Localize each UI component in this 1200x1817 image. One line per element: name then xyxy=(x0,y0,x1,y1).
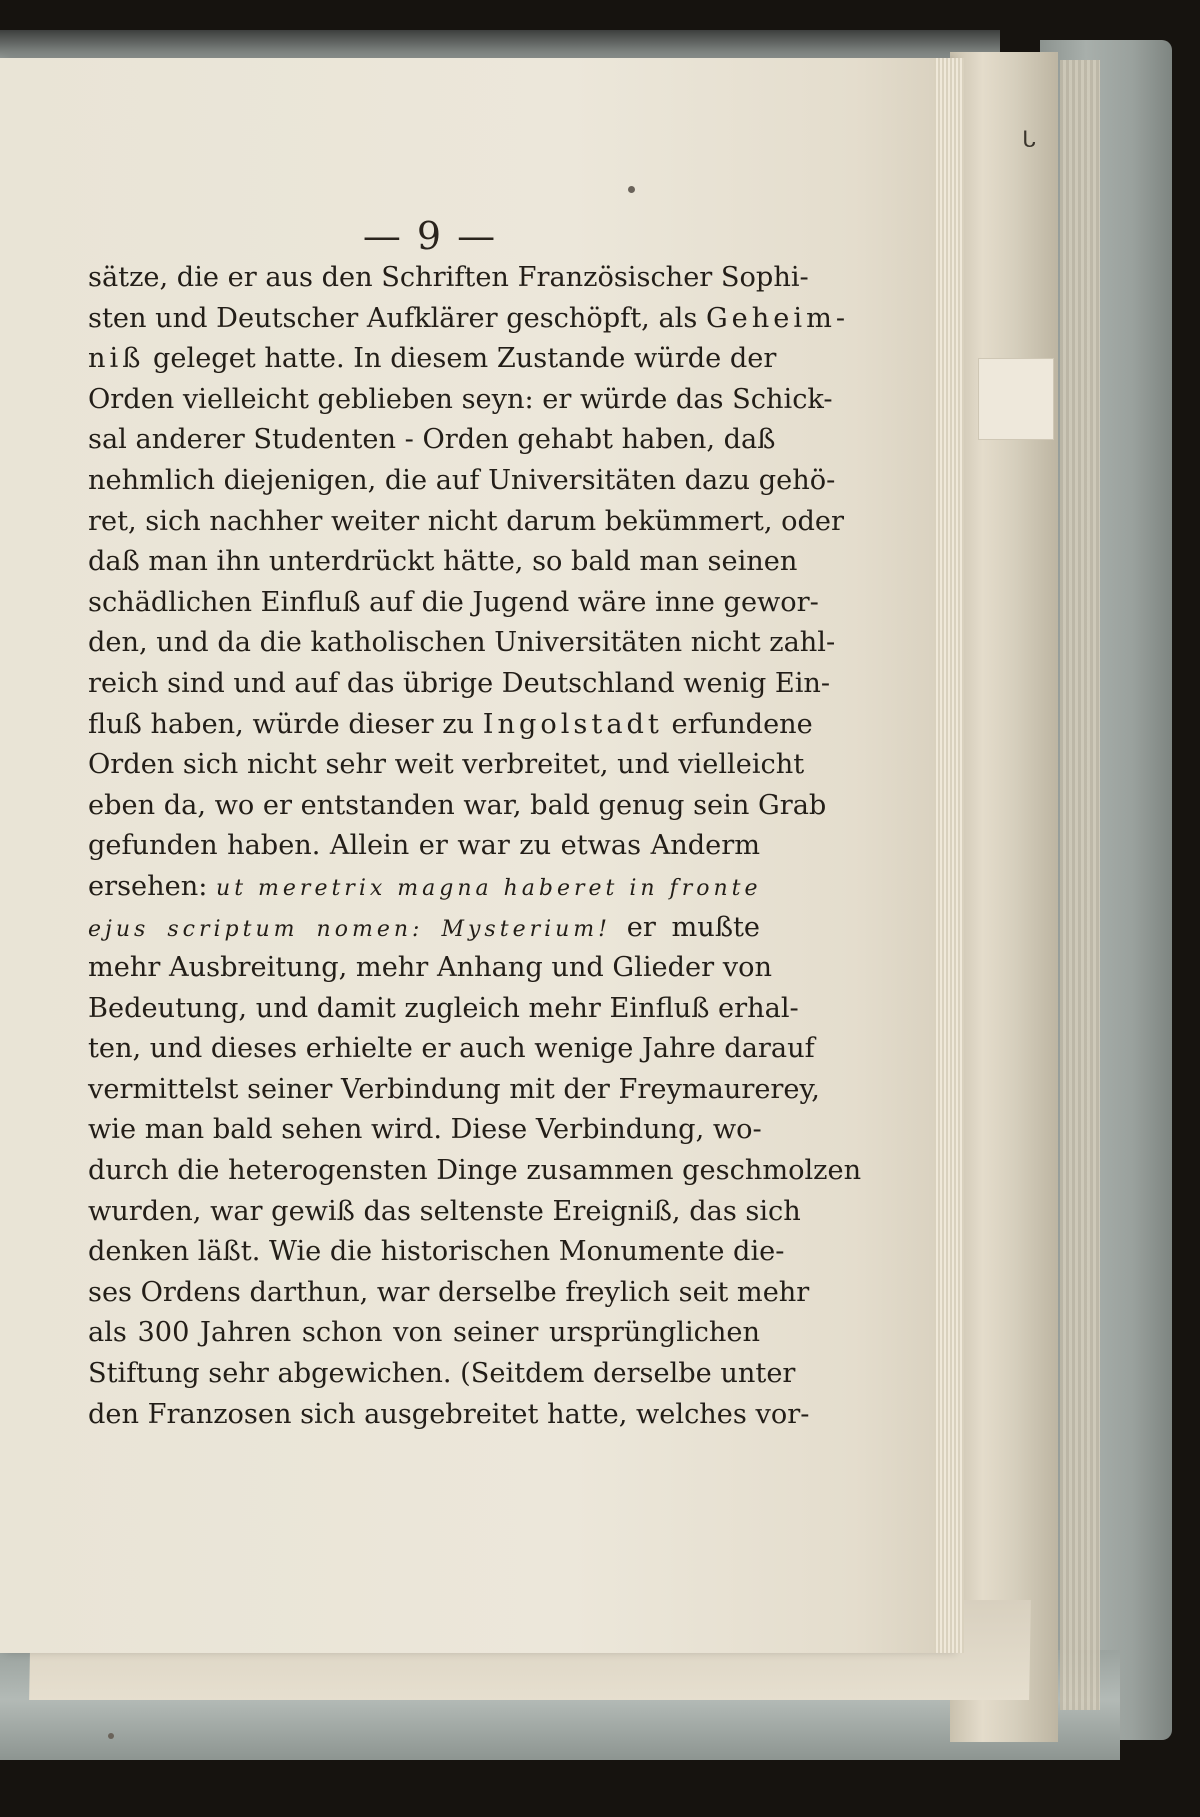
text-segment: ersehen: xyxy=(88,870,217,902)
text-line xyxy=(88,1070,820,1111)
text-line xyxy=(88,380,833,421)
latin-phrase: ut meretrix magna haberet in fronte xyxy=(216,875,762,901)
text-segment: den, und da die katholischen Universitäten nicht zahl- xyxy=(88,627,836,659)
text-segment: wurden, war gewiß das seltenste Ereigniß, das sich xyxy=(88,1195,801,1227)
text-segment: fluß haben, würde dieser zu xyxy=(88,708,483,740)
text-line xyxy=(88,786,827,827)
text-line xyxy=(88,1313,760,1354)
text-segment: Orden sich nicht sehr weit verbreitet, und vielleicht xyxy=(88,749,805,781)
text-line xyxy=(88,1151,862,1192)
text-segment: geleget hatte. In diesem Zustande würde der xyxy=(144,343,777,375)
latin-phrase: ejus scriptum nomen: Mysterium! xyxy=(88,916,612,942)
text-segment: gefunden haben. Allein er war zu etwas Anderm xyxy=(88,830,760,862)
text-line xyxy=(88,542,798,583)
page-edge xyxy=(934,58,964,1653)
text-segment: als 300 Jahren schon von seiner ursprünglichen xyxy=(88,1317,760,1349)
text-line xyxy=(88,1354,796,1395)
text-segment: nehmlich diejenigen, die auf Universitäten dazu gehö- xyxy=(88,464,836,496)
text-line xyxy=(88,461,836,502)
text-line xyxy=(88,1029,815,1070)
text-line xyxy=(88,623,836,664)
text-segment: ret, sich nachher weiter nicht darum bekümmert, oder xyxy=(88,505,844,537)
spaced-emphasis: niß xyxy=(88,343,145,375)
text-segment: vermittelst seiner Verbindung mit der Freymaurerey, xyxy=(88,1073,820,1105)
text-line xyxy=(88,826,760,867)
text-segment: Stiftung sehr abgewichen. (Seitdem derselbe unter xyxy=(88,1358,796,1390)
text-segment: eben da, wo er entstanden war, bald genug sein Grab xyxy=(88,789,827,821)
text-segment: erfundene xyxy=(662,708,813,740)
foxing-spot xyxy=(628,186,635,193)
text-line xyxy=(88,664,831,705)
text-line xyxy=(88,583,819,624)
page-number: — 9 — xyxy=(362,214,498,258)
text-line xyxy=(88,1232,785,1273)
text-segment: sten und Deutscher Aufklärer geschöpft, als xyxy=(88,302,706,334)
text-segment: daß man ihn unterdrückt hätte, so bald man seinen xyxy=(88,546,798,578)
text-line xyxy=(88,745,805,786)
cover-top-edge xyxy=(0,30,1000,58)
text-segment: Orden vielleicht geblieben seyn: er würde das Schick- xyxy=(88,383,833,415)
spaced-emphasis: Geheim- xyxy=(705,302,850,334)
text-line xyxy=(88,258,809,299)
text-line xyxy=(88,908,760,949)
text-segment: den Franzosen sich ausgebreitet hatte, welches vor- xyxy=(88,1398,810,1430)
pencil-mark: ᒐ xyxy=(1022,128,1036,153)
text-segment: reich sind und auf das übrige Deutschland wenig Ein- xyxy=(88,667,831,699)
text-segment: wie man bald sehen wird. Diese Verbindung, wo- xyxy=(88,1114,762,1146)
foxing-spot xyxy=(108,1733,114,1739)
page-block xyxy=(950,52,1058,1742)
text-line xyxy=(88,299,850,340)
text-line xyxy=(88,1192,801,1233)
body-text xyxy=(88,258,862,1435)
text-line xyxy=(88,1273,810,1314)
text-segment: Bedeutung, und damit zugleich mehr Einfluß erhal- xyxy=(88,992,799,1024)
text-segment: durch die heterogensten Dinge zusammen geschmolzen xyxy=(88,1155,862,1187)
text-line xyxy=(88,989,799,1030)
text-segment: er mußte xyxy=(611,911,760,943)
text-segment: mehr Ausbreitung, mehr Anhang und Glieder von xyxy=(88,952,773,984)
text-line xyxy=(88,339,777,380)
text-line xyxy=(88,705,813,746)
text-segment: schädlichen Einfluß auf die Jugend wäre inne gewor- xyxy=(88,586,819,618)
text-line xyxy=(88,502,844,543)
paper-slip xyxy=(978,358,1054,440)
text-segment: sätze, die er aus den Schriften Französischer Sophi- xyxy=(88,262,809,293)
text-line xyxy=(88,1110,760,1151)
text-segment: sal anderer Studenten - Orden gehabt haben, daß xyxy=(88,424,776,456)
text-line xyxy=(88,1395,810,1436)
text-segment: denken läßt. Wie die historischen Monumente die- xyxy=(88,1236,785,1268)
spaced-emphasis: Ingolstadt xyxy=(482,708,663,740)
text-segment: ses Ordens darthun, war derselbe freylich seit mehr xyxy=(88,1276,810,1308)
page-block-edges xyxy=(1060,60,1100,1710)
text-line xyxy=(88,420,776,461)
text-line xyxy=(88,867,760,908)
text-line xyxy=(88,948,773,989)
text-segment: ten, und dieses erhielte er auch wenige Jahre darauf xyxy=(88,1033,815,1065)
